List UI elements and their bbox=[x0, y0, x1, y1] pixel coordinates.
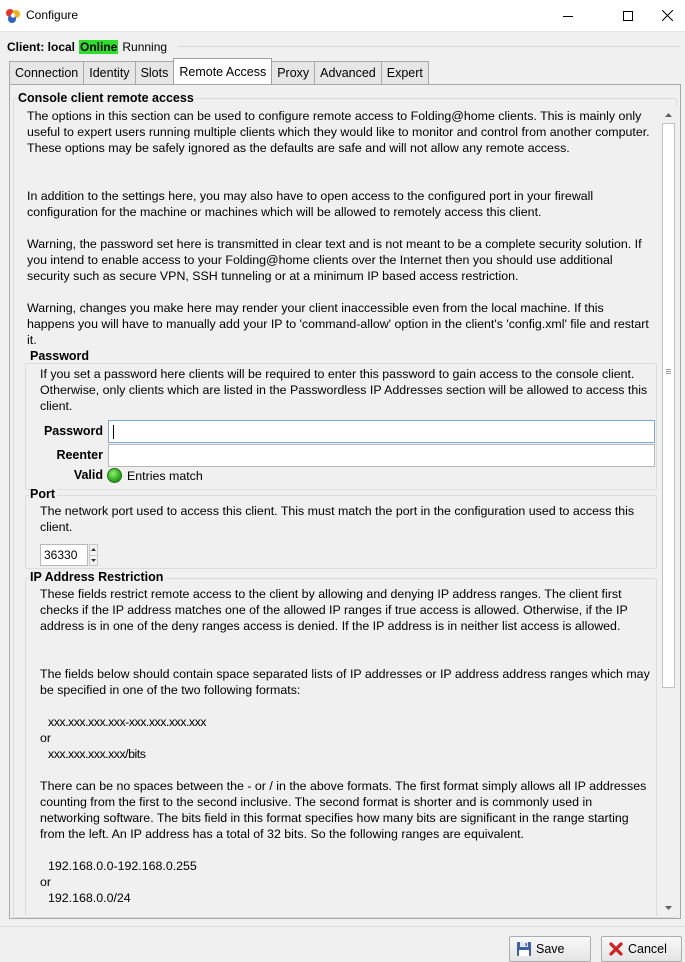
scroll-content bbox=[18, 106, 658, 916]
password-description: If you set a password here clients will be required to enter this password to gain access to the console client. Otherwise, only clients which are listed in the Passwordless IP Addresses section will be allowed to access this client. bbox=[40, 367, 648, 413]
scroll-down-button[interactable] bbox=[660, 899, 677, 916]
valid-status-icon bbox=[107, 468, 122, 483]
valid-status-text: Entries match bbox=[127, 469, 203, 483]
chevron-up-icon bbox=[91, 548, 96, 551]
password-input[interactable] bbox=[108, 420, 655, 443]
tab-advanced[interactable]: Advanced bbox=[314, 61, 382, 84]
ip-restriction-title: IP Address Restriction bbox=[30, 570, 164, 584]
password-warning-paragraph: Warning, the password set here is transmitted in clear text and is not meant to be a complete security solution. If you intend to enable access to your Folding@home clients over the Internet then you should use additional security such as secure VPN, SSH tunneling or at a minimum IP based access restriction. bbox=[27, 237, 642, 283]
client-state: Running bbox=[122, 39, 168, 54]
folding-at-home-icon bbox=[5, 8, 21, 24]
port-increment-button[interactable] bbox=[89, 544, 98, 556]
close-icon bbox=[662, 10, 673, 21]
ip-format-explanation: There can be no spaces between the - or / in the above formats. The first format simply allows all IP addresses counting from the first to the second inclusive. The second format is shorter and is commonly used in networking software. The bits field in this format specifies how many bits are significant in the range starting from the left. An IP address has a total of 32 bits. So the following ranges are equivalent. bbox=[40, 779, 647, 841]
client-divider bbox=[178, 46, 680, 47]
title-bar bbox=[0, 0, 685, 32]
console-access-title: Console client remote access bbox=[18, 91, 194, 105]
chevron-up-icon bbox=[665, 113, 672, 117]
ip-format-description: The fields below should contain space separated lists of IP addresses or IP address address ranges which may be specified in one of the two following formats: bbox=[40, 667, 650, 697]
red-x-icon bbox=[608, 941, 624, 957]
maximize-button[interactable] bbox=[605, 0, 651, 31]
ip-range-example: 192.168.0.0-192.168.0.255 bbox=[48, 859, 197, 873]
tab-identity[interactable]: Identity bbox=[83, 61, 135, 84]
scroll-up-button[interactable] bbox=[660, 106, 677, 123]
cancel-label: Cancel bbox=[628, 942, 667, 956]
access-warning-paragraph: Warning, changes you make here may render your client inaccessible even from the local machine. If this happens you will have to manually add your IP to 'command-allow' option in the client's 'config.xml' file and restart it. bbox=[27, 301, 649, 347]
minimize-button[interactable] bbox=[545, 0, 591, 31]
client-label: Client: local bbox=[7, 39, 76, 54]
port-decrement-button[interactable] bbox=[89, 556, 98, 567]
save-label: Save bbox=[536, 942, 565, 956]
reenter-input[interactable] bbox=[108, 444, 655, 467]
floppy-disk-icon bbox=[516, 941, 532, 957]
intro-paragraph: The options in this section can be used to configure remote access to Folding@home clients. This is mainly only useful to expert users running multiple clients which they would like to monitor and control from another computer. These options may be safely ignored as the defaults are safe and will not allow any remote access. bbox=[27, 109, 650, 155]
tab-expert[interactable]: Expert bbox=[381, 61, 429, 84]
text-caret bbox=[113, 425, 114, 439]
example-or: or bbox=[40, 875, 52, 889]
cancel-button[interactable] bbox=[601, 936, 682, 962]
port-spinner-buttons bbox=[89, 544, 98, 566]
tab-slots[interactable]: Slots bbox=[135, 61, 175, 84]
reenter-label: Reenter bbox=[56, 448, 103, 462]
scrollbar-thumb[interactable] bbox=[662, 123, 675, 688]
firewall-paragraph: In addition to the settings here, you may also have to open access to the configured port in your firewall configuration for the machine or machines which will be allowed to remotely access this client. bbox=[27, 189, 594, 219]
tab-proxy[interactable]: Proxy bbox=[271, 61, 315, 84]
chevron-down-icon bbox=[91, 559, 96, 562]
button-bar-divider bbox=[0, 926, 685, 927]
minimize-icon bbox=[563, 11, 573, 21]
tab-remote-access[interactable]: Remote Access bbox=[173, 58, 272, 84]
port-group-title: Port bbox=[30, 487, 55, 501]
thumb-grip bbox=[666, 373, 671, 374]
port-input[interactable]: 36330 bbox=[40, 544, 88, 566]
close-button[interactable] bbox=[650, 0, 685, 31]
valid-label: Valid bbox=[73, 468, 103, 482]
format-or: or bbox=[40, 731, 52, 745]
tab-connection[interactable]: Connection bbox=[9, 61, 84, 84]
port-description: The network port used to access this client. This must match the port in the configuration used to access this client. bbox=[40, 504, 635, 534]
window-title: Configure bbox=[26, 8, 79, 22]
password-group-title: Password bbox=[30, 349, 90, 363]
thumb-grip bbox=[666, 371, 671, 372]
port-spinner[interactable] bbox=[40, 544, 98, 566]
ip-cidr-example: 192.168.0.0/24 bbox=[48, 891, 131, 905]
ip-range-format: xxx.xxx.xxx.xxx-xxx.xxx.xxx.xxx bbox=[48, 715, 206, 729]
password-label: Password bbox=[43, 424, 103, 438]
thumb-grip bbox=[666, 369, 671, 370]
online-badge: Online bbox=[80, 39, 118, 54]
maximize-icon bbox=[623, 11, 633, 21]
ip-bits-format: xxx.xxx.xxx.xxx/bits bbox=[48, 747, 146, 761]
vertical-scrollbar[interactable] bbox=[660, 106, 677, 916]
chevron-down-icon bbox=[665, 906, 672, 910]
tab-bar bbox=[9, 59, 428, 84]
save-button[interactable] bbox=[509, 936, 591, 962]
client-status bbox=[7, 38, 167, 55]
ip-restriction-description: These fields restrict remote access to the client by allowing and denying IP address ranges. The client first checks if the IP address matches one of the allowed IP ranges if true access is allowed. Otherwise, if the IP address is in one of the deny ranges access is denied. If the IP address is in neither list access is allowed. bbox=[40, 587, 628, 633]
